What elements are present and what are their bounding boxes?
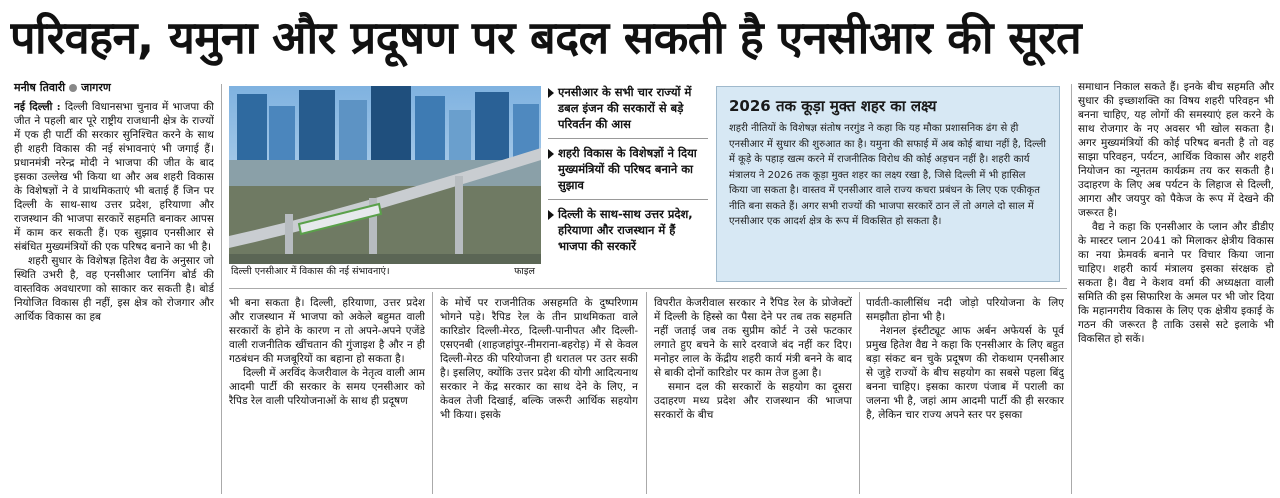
highlight-text: शहरी विकास के विशेषज्ञों ने दिया मुख्यमंत्रियों की परिषद बनाने का सुझाव: [558, 146, 697, 192]
bullet-dot-icon: [69, 84, 77, 92]
sidebar-box-title: 2026 तक कूड़ा मुक्त शहर का लक्ष्य: [729, 97, 937, 115]
sidebar-box-body: शहरी नीतियों के विशेषज्ञ संतोष नरगुंड ने कहा कि यह मौका प्रशासनिक ढंग से ही एनसीआर में सुधार की शुरुआत का है। यमुना की सफाई में अब कोई बाधा नहीं है, दिल्ली में कूड़े के पहाड़ खत्म करने में राजनीतिक विरोध की कोई अड़चन नहीं है। शहरी कार्य मंत्रालय ने 2026 तक कूड़ा मुक्त शहर का लक्ष्य रखा है, जिसे दिल्ली में भी हासिल किया जा सकता है। वास्तव में एनसीआर वाले राज्य कचरा प्रबंधन के लिए एक एकीकृत नीति बना सकते हैं। अगर सभी राज्यों की भाजपा सरकारें ठान लें तो अगले दो साल में एनसीआर एक आदर्श क्षेत्र के रूप में विकसित हो सकता है।: [729, 123, 1046, 227]
article-column-2: [229, 296, 425, 496]
triangle-bullet-icon: [548, 88, 554, 98]
article-paragraph: शहरी सुधार के विशेषज्ञ हितेश वैद्य के अनुसार जो स्थिति उभरी है, वह एनसीआर प्लानिंग बोर्ड की वास्तविक अवधारणा को साकार कर सकती है। बोर्ड नियोजित विकास ही नहीं, इस क्षेत्र को रोजगार और आर्थिक विकास का हब: [14, 255, 214, 323]
byline-source: जागरण: [81, 81, 111, 94]
article-paragraph: समान दल की सरकारों के सहयोग का दूसरा उदाहरण मध्य प्रदेश और राजस्थान की भाजपा सरकारों के बीच: [654, 381, 852, 421]
column-divider: [646, 292, 647, 494]
article-paragraph: के मोर्चे पर राजनीतिक असहमति के दुष्परिणाम भोगने पड़े। रैपिड रेल के तीन प्राथमिकता वाले कारिडोर दिल्ली-मेरठ, दिल्ली-पानीपत और दिल्ली-एसएनबी (शाहजहांपुर-नीमराना-बहरोड़) में से केवल दिल्ली-मेरठ की परियोजना ही धरातल पर उतर सकी है। इसलिए, क्योंकि उत्तर प्रदेश की योगी आदित्यनाथ सरकार ने केंद्र सरकार का साथ देने के लिए, न केवल तेजी दिखाई, बल्कि जरूरी आर्थिक सहयोग भी किया। इसके: [440, 297, 638, 421]
highlight-item: [548, 84, 708, 132]
column-divider: [1071, 84, 1072, 494]
metro-skyline-image: [229, 86, 541, 264]
caption-text: दिल्ली एनसीआर में विकास की नई संभावनाएं।: [231, 266, 390, 277]
highlight-divider: [548, 199, 708, 200]
article-paragraph: पार्वती-कालीसिंध नदी जोड़ो परियोजना के लिए समझौता होना भी है।: [866, 297, 1064, 323]
column-divider: [859, 292, 860, 494]
triangle-bullet-icon: [548, 149, 554, 159]
article-column-6: [1078, 80, 1274, 496]
article-paragraph: दिल्ली में अरविंद केजरीवाल के नेतृत्व वाली आम आदमी पार्टी की सरकार के समय एनसीआर को रैपिड रेल वाली परियोजनाओं के साथ ही प्रदूषण: [229, 367, 425, 407]
article-column-3: [440, 296, 638, 496]
photo-caption: [229, 264, 541, 280]
article-paragraph: [14, 100, 214, 254]
article-photo: [229, 86, 541, 264]
headline: परिवहन, यमुना और प्रदूषण पर बदल सकती है एनसीआर की सूरत: [10, 11, 1082, 64]
highlights-list: [548, 84, 708, 284]
highlight-text: दिल्ली के साथ-साथ उत्तर प्रदेश, हरियाणा और राजस्थान में हैं भाजपा की सरकारें: [558, 207, 693, 253]
column-divider: [221, 84, 222, 494]
highlight-text: एनसीआर के सभी चार राज्यों में डबल इंजन की सरकारों से बड़े परिवर्तन की आस: [558, 85, 692, 131]
article-paragraph: वैद्य ने कहा कि एनसीआर के प्लान और डीडीए के मास्टर प्लान 2041 को मिलाकर क्षेत्रीय विकास का नया फ्रेमवर्क बनाने पर विचार किया जाना चाहिए। शहरी कार्य मंत्रालय इसका संरक्षक हो सकता है। वैद्य ने केशव वर्मा की अध्यक्षता वाली समिति की इस सिफारिश के अमल पर भी जोर दिया कि महानगरीय विकास के लिए एक क्षेत्रीय इकाई के गठन की जरूरत है ताकि उससे सटे इलाके भी विकसित हो सकें।: [1078, 221, 1274, 345]
article-paragraph: समाधान निकाल सकते हैं। इनके बीच सहमति और सुधार की इच्छाशक्ति का विषय शहरी परिवहन भी बनना चाहिए, यह लोगों की समस्याएं हल करने के साथ रोजगार के नए अवसर भी खोल सकता है। अगर मुख्यमंत्रियों की कोई परिषद बनती है तो वह साझा परिवहन, पर्यटन, आर्थिक विकास और शहरी नियोजन का न्यूनतम कार्यक्रम तय कर सकती है। उदाहरण के लिए अब पर्यटन के लिहाज से दिल्ली, आगरा और जयपुर को पैकेज के रूप में देखने की जरूरत है।: [1078, 81, 1274, 219]
highlight-item: [548, 206, 708, 254]
highlight-divider: [548, 138, 708, 139]
byline-author: मनीष तिवारी: [14, 81, 66, 94]
sidebar-box: [716, 86, 1060, 282]
dateline: नई दिल्ली :: [14, 101, 61, 113]
triangle-bullet-icon: [548, 210, 554, 220]
article-paragraph: भी बना सकता है। दिल्ली, हरियाणा, उत्तर प्रदेश और राजस्थान में भाजपा को अकेले बहुमत वाली सरकारों के होने के कारण न तो अपने-अपने एजेंडे वाली राजनीतिक खींचतान की गुंजाइश है और न ही गठबंधन की मजबूरियों का बहाना हो सकता है।: [229, 297, 425, 365]
article-column-5: [866, 296, 1064, 496]
photo-credit: फाइल: [514, 266, 535, 277]
section-divider: [229, 288, 1067, 289]
column-divider: [432, 292, 433, 494]
paragraph-text: दिल्ली विधानसभा चुनाव में भाजपा की जीत ने पहली बार पूरे राष्ट्रीय राजधानी क्षेत्र के राज्यों में एक ही पार्टी की सरकार सुनिश्चित करने के साथ ही शहरी विकास की नई संभावनाएं भी जगाई हैं। प्रधानमंत्री नरेन्द्र मोदी ने भाजपा की जीत के बाद इसका उल्लेख भी किया था और अब शहरी विकास के विशेषज्ञों ने वे प्राथमिकताएं भी बताई हैं जिन पर दिल्ली के साथ-साथ उत्तर प्रदेश, हरियाणा और राजस्थान की भाजपा सरकारें सहमति बनाकर आपस में काम कर सकती हैं। एक सुझाव एनसीआर से संबंधित मुख्यमंत्रियों की एक परिषद बनाने का भी है।: [14, 101, 214, 253]
byline: [14, 80, 214, 95]
article-column-4: [654, 296, 852, 496]
article-paragraph: नेशनल इंस्टीट्यूट आफ अर्बन अफेयर्स के पूर्व प्रमुख हितेश वैद्य ने कहा कि एनसीआर के लिए बहुत बड़ा संकट बन चुके प्रदूषण की रोकथाम एनसीआर से जुड़े राज्यों के बीच सहयोग का सबसे पहला बिंदु बनना चाहिए। इसका कारण पंजाब में पराली का जलना भी है, जहां आम आदमी पार्टी की ही सरकार है, लेकिन चार राज्य अपने स्तर पर इसका: [866, 325, 1064, 421]
highlight-item: [548, 145, 708, 193]
article-column-1: [14, 100, 214, 496]
article-paragraph: विपरीत केजरीवाल सरकार ने रैपिड रेल के प्रोजेक्टों में दिल्ली के हिस्से का पैसा देने पर तब तक सहमति नहीं जताई जब तक सुप्रीम कोर्ट ने उसे फटकार लगाते हुए बचने के सारे दरवाजे बंद नहीं कर दिए। मनोहर लाल के केंद्रीय शहरी कार्य मंत्री बनने के बाद से बाकी दोनों कारिडोर पर काम तेज हुआ है।: [654, 297, 852, 379]
